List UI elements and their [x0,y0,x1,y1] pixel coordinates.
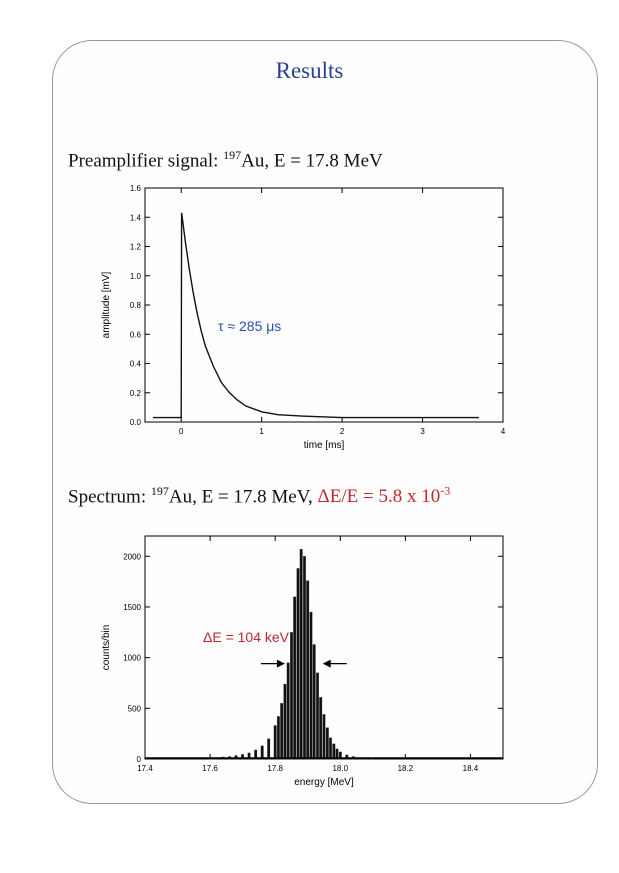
fwhm-left-arrow-head [277,660,285,668]
spectrum-bar [261,746,264,759]
spectrum-bar [303,556,306,759]
preamp-y-tick-label: 0.0 [129,418,141,427]
preamp-x-tick-label: 0 [178,427,184,436]
tau-annotation: τ ≈ 285 μs [218,318,282,334]
preamp-x-tick-label: 2 [339,427,345,436]
spectrum-bar [297,568,300,759]
preamp-y-axis-label: amplitude [mV] [101,271,112,339]
spectrum-bar [267,739,270,759]
preamp-y-tick-label: 1.2 [129,242,141,252]
spectrum-bar [274,726,277,760]
spectrum-bar [300,549,303,759]
spectrum-bar [293,597,296,759]
pulse-line [153,213,479,418]
preamp-y-tick-label: 0.6 [129,330,141,340]
spectrum-bar [326,728,329,759]
preamp-y-tick-label: 0.4 [129,359,141,369]
spectrum-heading-mid: Au, E = 17.8 MeV, [168,486,318,508]
fwhm-annotation: ΔE = 104 keV [202,629,290,645]
spectrum-x-tick-label: 18.2 [397,764,414,773]
spectrum-x-tick-label: 17.6 [202,764,218,773]
spectrum-bar [280,703,283,759]
preamp-plot-frame [145,188,503,422]
preamp-heading-suffix: Au, E = 17.8 MeV [241,150,383,172]
spectrum-y-tick-label: 500 [127,704,141,714]
spectrum-heading-isotope: 197 [150,484,169,498]
spectrum-bar [316,673,319,759]
preamp-y-tick-label: 1.6 [129,184,141,193]
resolution-text: ΔE/E = 5.8 x 10 [317,486,441,508]
spectrum-heading-prefix: Spectrum: [68,486,151,508]
preamp-x-axis-label: time [ms] [303,440,345,451]
spectrum-y-tick-label: 1000 [123,653,141,663]
spectrum-bar [310,612,313,759]
spectrum-y-tick-label: 2000 [123,552,141,562]
spectrum-y-tick-label: 1500 [123,602,141,612]
spectrum-bar [329,738,332,759]
preamp-heading-prefix: Preamplifier signal: [68,150,224,172]
spectrum-bar [306,581,309,759]
preamp-heading-isotope: 197 [223,148,242,162]
spectrum-bar [284,684,287,759]
spectrum-bar [287,663,290,759]
preamp-y-tick-label: 1.0 [129,271,141,281]
preamp-x-tick-label: 3 [420,427,425,436]
page-title: Results [275,58,344,83]
spectrum-x-tick-label: 18.0 [332,764,349,773]
spectrum-bar [319,697,322,759]
spectrum-y-tick-label: 0 [136,755,141,764]
preamp-x-tick-label: 4 [500,427,506,436]
fwhm-right-arrow-head [323,660,331,668]
preamp-y-tick-label: 0.8 [129,301,141,310]
spectrum-bar [333,744,336,759]
resolution-exponent: -3 [440,484,451,498]
spectrum-bar [323,714,326,759]
preamp-y-tick-label: 0.2 [129,388,141,398]
spectrum-x-tick-label: 17.4 [137,764,153,773]
spectrum-x-axis-label: energy [MeV] [294,777,354,788]
preamp-y-tick-label: 1.4 [129,213,141,223]
spectrum-x-tick-label: 18.4 [462,764,479,773]
spectrum-y-axis-label: counts/bin [101,624,112,671]
spectrum-bar [313,645,316,760]
preamp-x-tick-label: 1 [259,427,264,436]
spectrum-bar [277,716,280,759]
spectrum-x-tick-label: 17.8 [267,764,283,773]
spectrum-bar [290,632,293,759]
